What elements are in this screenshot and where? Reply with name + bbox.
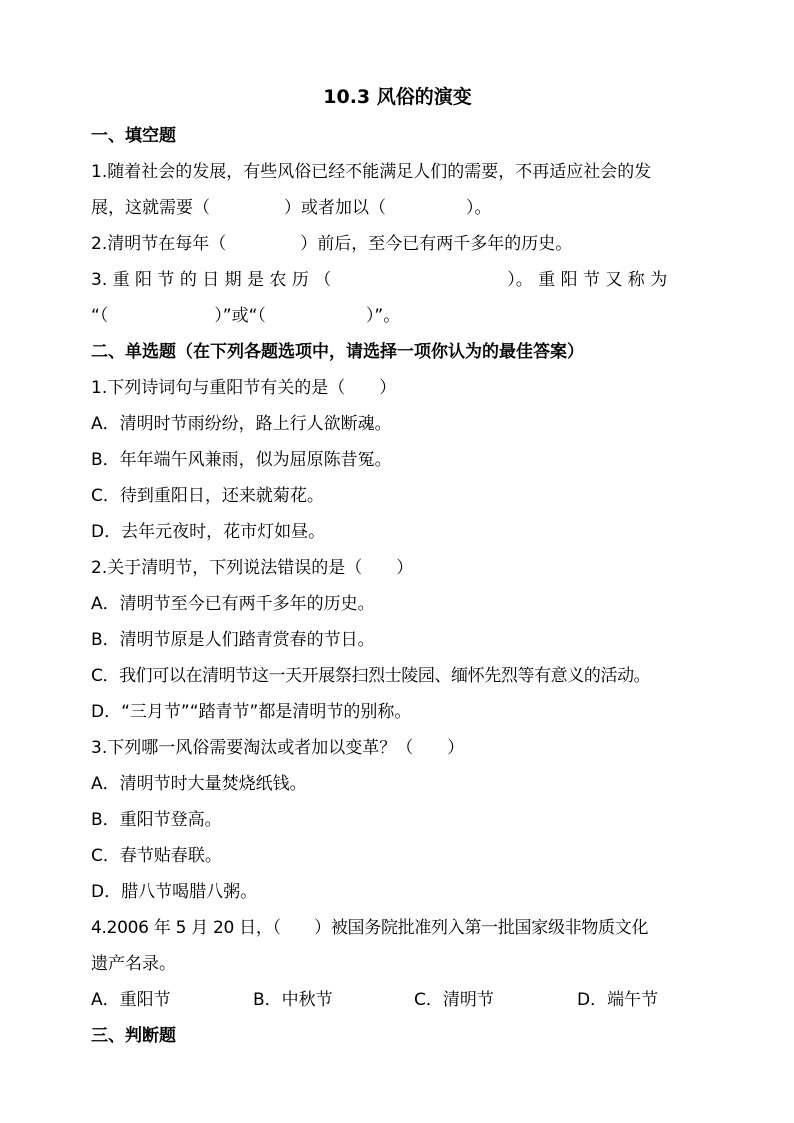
fill-question-3-text-b: ）。 重 阳 节 又 称 为 xyxy=(507,270,668,290)
choice-question-4-option-b[interactable]: B．中秋节 xyxy=(253,990,333,1010)
fill-question-1-text-c: ）。 xyxy=(466,198,492,218)
fill-question-3-text-a: 3. 重 阳 节 的 日 期 是 农 历 （ xyxy=(91,270,332,290)
fill-question-3-text-e: ）”。 xyxy=(365,306,401,326)
fill-question-1-text-a: 展，这就需要（ xyxy=(91,198,210,218)
choice-question-1-stem: 1.下列诗词句与重阳节有关的是（ ） xyxy=(91,378,397,398)
choice-question-4-stem-line-2: 遗产名录。 xyxy=(91,954,176,974)
section-true-false-heading: 三、判断题 xyxy=(91,1026,176,1046)
choice-question-4-option-a[interactable]: A．重阳节 xyxy=(91,990,171,1010)
choice-question-1-option-c[interactable]: C．待到重阳日，还来就菊花。 xyxy=(91,486,324,506)
choice-question-2-stem: 2.关于清明节，下列说法错误的是（ ） xyxy=(91,558,414,578)
choice-question-4-stem-line-1: 4.2006 年 5 月 20 日，（ ）被国务院批准列入第一批国家级非物质文化 xyxy=(91,918,649,938)
section-single-choice-heading: 二、单选题（在下列各题选项中，请选择一项你认为的最佳答案） xyxy=(91,342,584,362)
section-fill-in-heading: 一、填空题 xyxy=(91,126,176,146)
document-title: 10.3 风俗的演变 xyxy=(323,86,472,108)
choice-question-3-option-b[interactable]: B．重阳节登高。 xyxy=(91,810,222,830)
choice-question-4-option-c[interactable]: C．清明节 xyxy=(414,990,494,1010)
fill-question-2-text-a: 2.清明节在每年（ xyxy=(91,234,227,254)
choice-question-3-option-a[interactable]: A．清明节时大量焚烧纸钱。 xyxy=(91,774,307,794)
fill-question-3-text-c: “（ xyxy=(91,306,109,326)
choice-question-1-option-a[interactable]: A．清明时节雨纷纷，路上行人欲断魂。 xyxy=(91,414,392,434)
choice-question-3-stem: 3.下列哪一风俗需要淘汰或者加以变革？（ ） xyxy=(91,738,465,758)
fill-question-2-text-b: ）前后，至今已有两千多年的历史。 xyxy=(300,234,573,254)
choice-question-2-option-b[interactable]: B．清明节原是人们踏青赏春的节日。 xyxy=(91,630,375,650)
fill-question-2 xyxy=(91,226,704,262)
choice-question-2-option-d[interactable]: D．“三月节”“踏青节”都是清明节的别称。 xyxy=(91,702,412,722)
choice-question-1-option-d[interactable]: D．去年元夜时，花市灯如昼。 xyxy=(91,522,326,542)
fill-question-3-line-1 xyxy=(91,262,704,298)
choice-question-2-option-c[interactable]: C．我们可以在清明节这一天开展祭扫烈士陵园、缅怀先烈等有意义的活动。 xyxy=(91,666,651,686)
fill-question-3-text-d: ）”或“（ xyxy=(214,306,266,326)
choice-question-1-option-b[interactable]: B．年年端午风兼雨，似为屈原陈昔冤。 xyxy=(91,450,392,470)
choice-question-3-option-c[interactable]: C．春节贴春联。 xyxy=(91,846,222,866)
fill-question-1-line-2 xyxy=(91,190,704,226)
choice-question-4-option-d[interactable]: D．端午节 xyxy=(577,990,659,1010)
fill-question-3-line-2 xyxy=(91,298,704,334)
fill-question-1-line-1: 1.随着社会的发展，有些风俗已经不能满足人们的需要，不再适应社会的发 xyxy=(91,162,652,182)
fill-question-1-text-b: ）或者加以（ xyxy=(284,198,386,218)
choice-question-4-options xyxy=(91,982,704,1018)
choice-question-3-option-d[interactable]: D．腊八节喝腊八粥。 xyxy=(91,882,258,902)
choice-question-2-option-a[interactable]: A．清明节至今已有两千多年的历史。 xyxy=(91,594,375,614)
